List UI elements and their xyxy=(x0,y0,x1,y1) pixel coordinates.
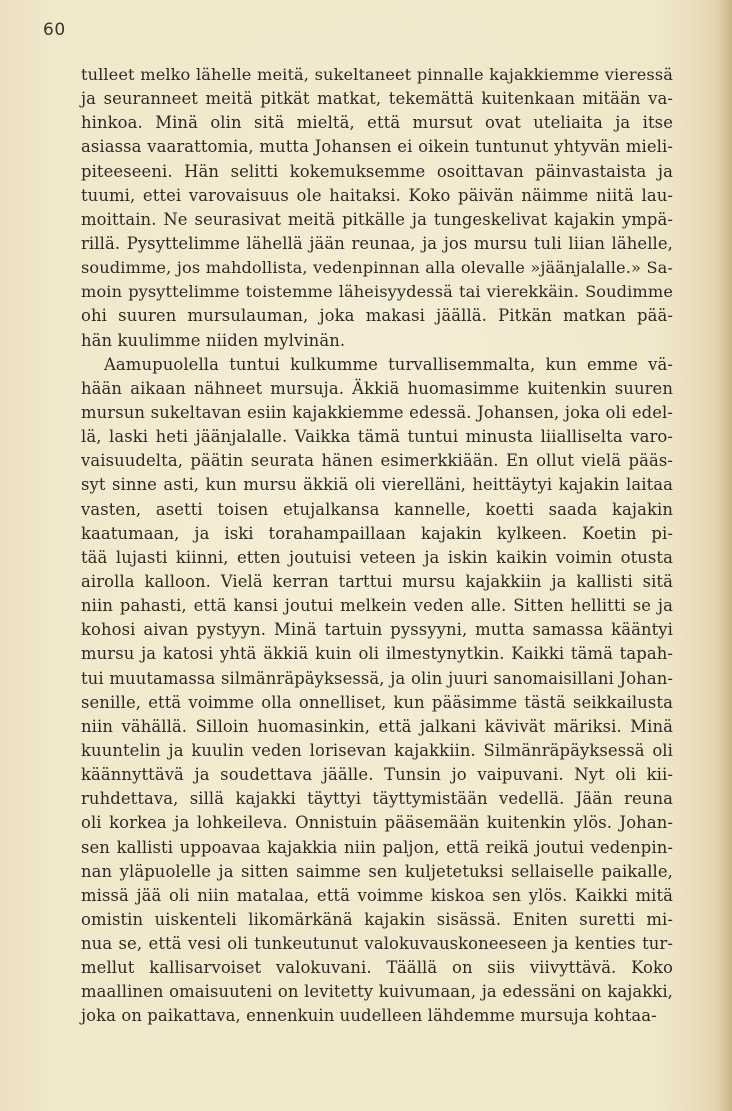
text-line: rillä. Pysyttelimme lähellä jään reunaa, ja jos mursu tuli liian lähelle, xyxy=(81,233,673,253)
text-line: moin pysyttelimme toistemme läheisyydessä tai vierekkäin. Soudimme xyxy=(81,282,673,302)
text-line: asiassa vaarattomia, mutta Johansen ei oikein tuntunut yhtyvän mieli- xyxy=(81,137,673,157)
text-line: vasten, asetti toisen etujalkansa kannelle, koetti saada kajakin xyxy=(81,499,673,519)
text-line: oli korkea ja lohkeileva. Onnistuin pääsemään kuitenkin ylös. Johan- xyxy=(81,813,673,833)
text-line: lä, laski heti jäänjalalle. Vaikka tämä tuntui minusta liialliselta varo- xyxy=(81,427,673,447)
text-line: maallinen omaisuuteni on levitetty kuivumaan, ja edessäni on kajakki, xyxy=(81,982,673,1002)
text-line: missä jää oli niin matalaa, että voimme kiskoa sen ylös. Kaikki mitä xyxy=(81,885,673,905)
text-line: senille, että voimme olla onnelliset, kun pääsimme tästä seikkailusta xyxy=(81,692,673,712)
text-line: Aamupuolella tuntui kulkumme turvallisemmalta, kun emme vä- xyxy=(104,354,673,374)
text-line: mursun sukeltavan esiin kajakkiemme edessä. Johansen, joka oli edel- xyxy=(81,402,673,422)
text-line: ja seuranneet meitä pitkät matkat, tekemättä kuitenkaan mitään va- xyxy=(81,89,673,109)
body-text xyxy=(81,63,673,1029)
text-line: kohosi aivan pystyyn. Minä tartuin pyssyyni, mutta samassa kääntyi xyxy=(81,620,673,640)
text-line: airolla kalloon. Vielä kerran tarttui mursu kajakkiin ja kallisti sitä xyxy=(81,571,673,591)
page-number: 60 xyxy=(43,20,66,40)
text-line: hinkoa. Minä olin sitä mieltä, että mursut ovat uteliaita ja itse xyxy=(81,113,673,133)
text-line: niin pahasti, että kansi joutui melkein veden alle. Sitten hellitti se ja xyxy=(81,596,673,616)
text-line: käännyttävä ja soudettava jäälle. Tunsin jo vaipuvani. Nyt oli kii- xyxy=(81,765,673,785)
text-line: ruhdettava, sillä kajakki täyttyi täyttymistään vedellä. Jään reuna xyxy=(81,789,673,809)
text-line: piteeseeni. Hän selitti kokemuksemme osoittavan päinvastaista ja xyxy=(81,161,673,181)
text-line: tulleet melko lähelle meitä, sukeltaneet pinnalle kajakkiemme vieressä xyxy=(81,65,673,84)
page-edge-shadow xyxy=(718,0,732,1111)
text-line: syt sinne asti, kun mursu äkkiä oli vierelläni, heittäytyi kajakin laitaa xyxy=(81,475,673,495)
text-line: nua se, että vesi oli tunkeutunut valokuvauskoneeseen ja kenties tur- xyxy=(81,934,673,954)
text-line: tuumi, ettei varovaisuus ole haitaksi. Koko päivän näimme niitä lau- xyxy=(81,185,673,205)
text-line: omistin uiskenteli likomärkänä kajakin sisässä. Eniten suretti mi- xyxy=(81,909,673,929)
text-line: niin vähällä. Silloin huomasinkin, että jalkani kävivät märiksi. Minä xyxy=(81,716,673,736)
text-line: tää lujasti kiinni, etten joutuisi veteen ja iskin kaikin voimin otusta xyxy=(81,547,673,567)
text-line: hään aikaan nähneet mursuja. Äkkiä huomasimme kuitenkin suuren xyxy=(81,378,673,398)
text-line: ohi suuren mursulauman, joka makasi jäällä. Pitkän matkan pää- xyxy=(81,306,673,326)
text-line: kaatumaan, ja iski torahampaillaan kajakin kylkeen. Koetin pi- xyxy=(81,523,673,543)
text-line: vaisuudelta, päätin seurata hänen esimerkkiään. En ollut vielä pääs- xyxy=(81,451,673,471)
text-line: soudimme, jos mahdollista, vedenpinnan alla olevalle »jäänjalalle.» Sa- xyxy=(81,258,673,278)
text-line: nan yläpuolelle ja sitten saimme sen kuljetetuksi sellaiselle paikalle, xyxy=(81,861,673,881)
text-line: sen kallisti uppoavaa kajakkia niin paljon, että reikä joutui vedenpin- xyxy=(81,837,673,857)
text-line: kuuntelin ja kuulin veden lorisevan kajakkiin. Silmänräpäyksessä oli xyxy=(81,740,673,760)
text-line: mellut kallisarvoiset valokuvani. Täällä on siis viivyttävä. Koko xyxy=(81,958,673,978)
text-line: hän kuulimme niiden mylvinän. xyxy=(81,330,346,350)
text-line: moittain. Ne seurasivat meitä pitkälle ja tungeskelivat kajakin ympä- xyxy=(81,209,673,229)
text-line: mursu ja katosi yhtä äkkiä kuin oli ilmestynytkin. Kaikki tämä tapah- xyxy=(81,644,673,664)
text-line: joka on paikattava, ennenkuin uudelleen lähdemme mursuja kohtaa- xyxy=(81,1006,657,1026)
text-line: tui muutamassa silmänräpäyksessä, ja olin juuri sanomaisillani Johan- xyxy=(81,668,673,688)
